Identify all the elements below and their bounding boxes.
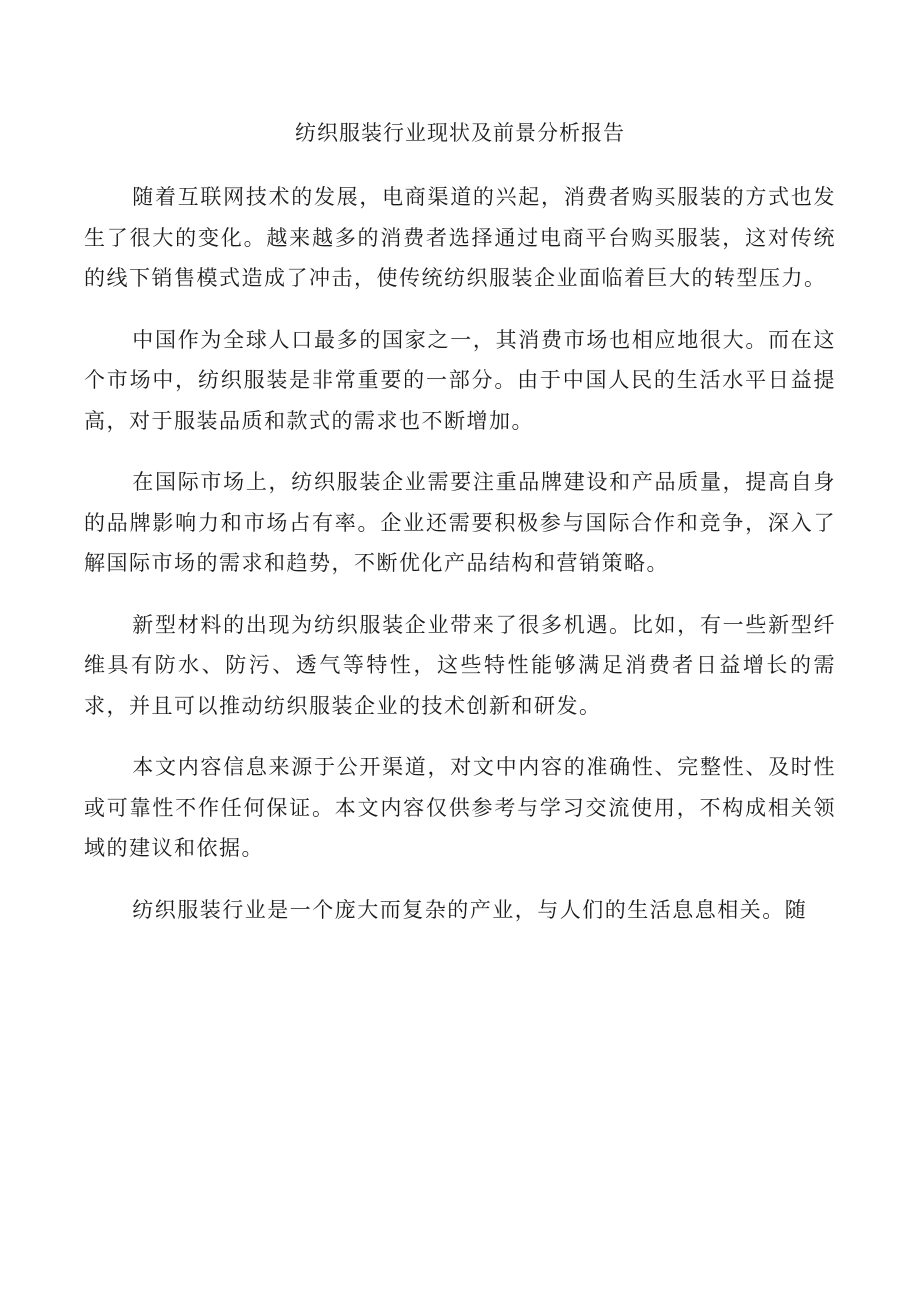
paragraph-new-materials: 新型材料的出现为纺织服装企业带来了很多机遇。比如，有一些新型纤维具有防水、防污、透气等特性，这些特性能够满足消费者日益增长的需求，并且可以推动纺织服装企业的技术创新和研发。: [84, 612, 836, 718]
paragraph-industry-overview: 纺织服装行业是一个庞大而复杂的产业，与人们的生活息息相关。随: [132, 897, 808, 922]
document-body: [84, 177, 836, 930]
paragraph-international-market: 在国际市场上，纺织服装企业需要注重品牌建设和产品质量，提高自身的品牌影响力和市场占有率。企业还需要积极参与国际合作和竞争，深入了解国际市场的需求和趋势，不断优化产品结构和营销策略。: [84, 470, 836, 575]
paragraph-disclaimer: 本文内容信息来源于公开渠道，对文中内容的准确性、完整性、及时性或可靠性不作任何保证。本文内容仅供参考与学习交流使用，不构成相关领域的建议和依据。: [84, 755, 836, 860]
document-title: 纺织服装行业现状及前景分析报告: [295, 121, 625, 145]
paragraph-china-market: 中国作为全球人口最多的国家之一，其消费市场也相应地很大。而在这个市场中，纺织服装是非常重要的一部分。由于中国人民的生活水平日益提高，对于服装品质和款式的需求也不断增加。: [84, 327, 836, 433]
paragraph-ecommerce-impact: 随着互联网技术的发展，电商渠道的兴起，消费者购买服装的方式也发生了很大的变化。越来越多的消费者选择通过电商平台购买服装，这对传统的线下销售模式造成了冲击，使传统纺织服装企业面临着巨大的转型压力。: [84, 185, 836, 290]
